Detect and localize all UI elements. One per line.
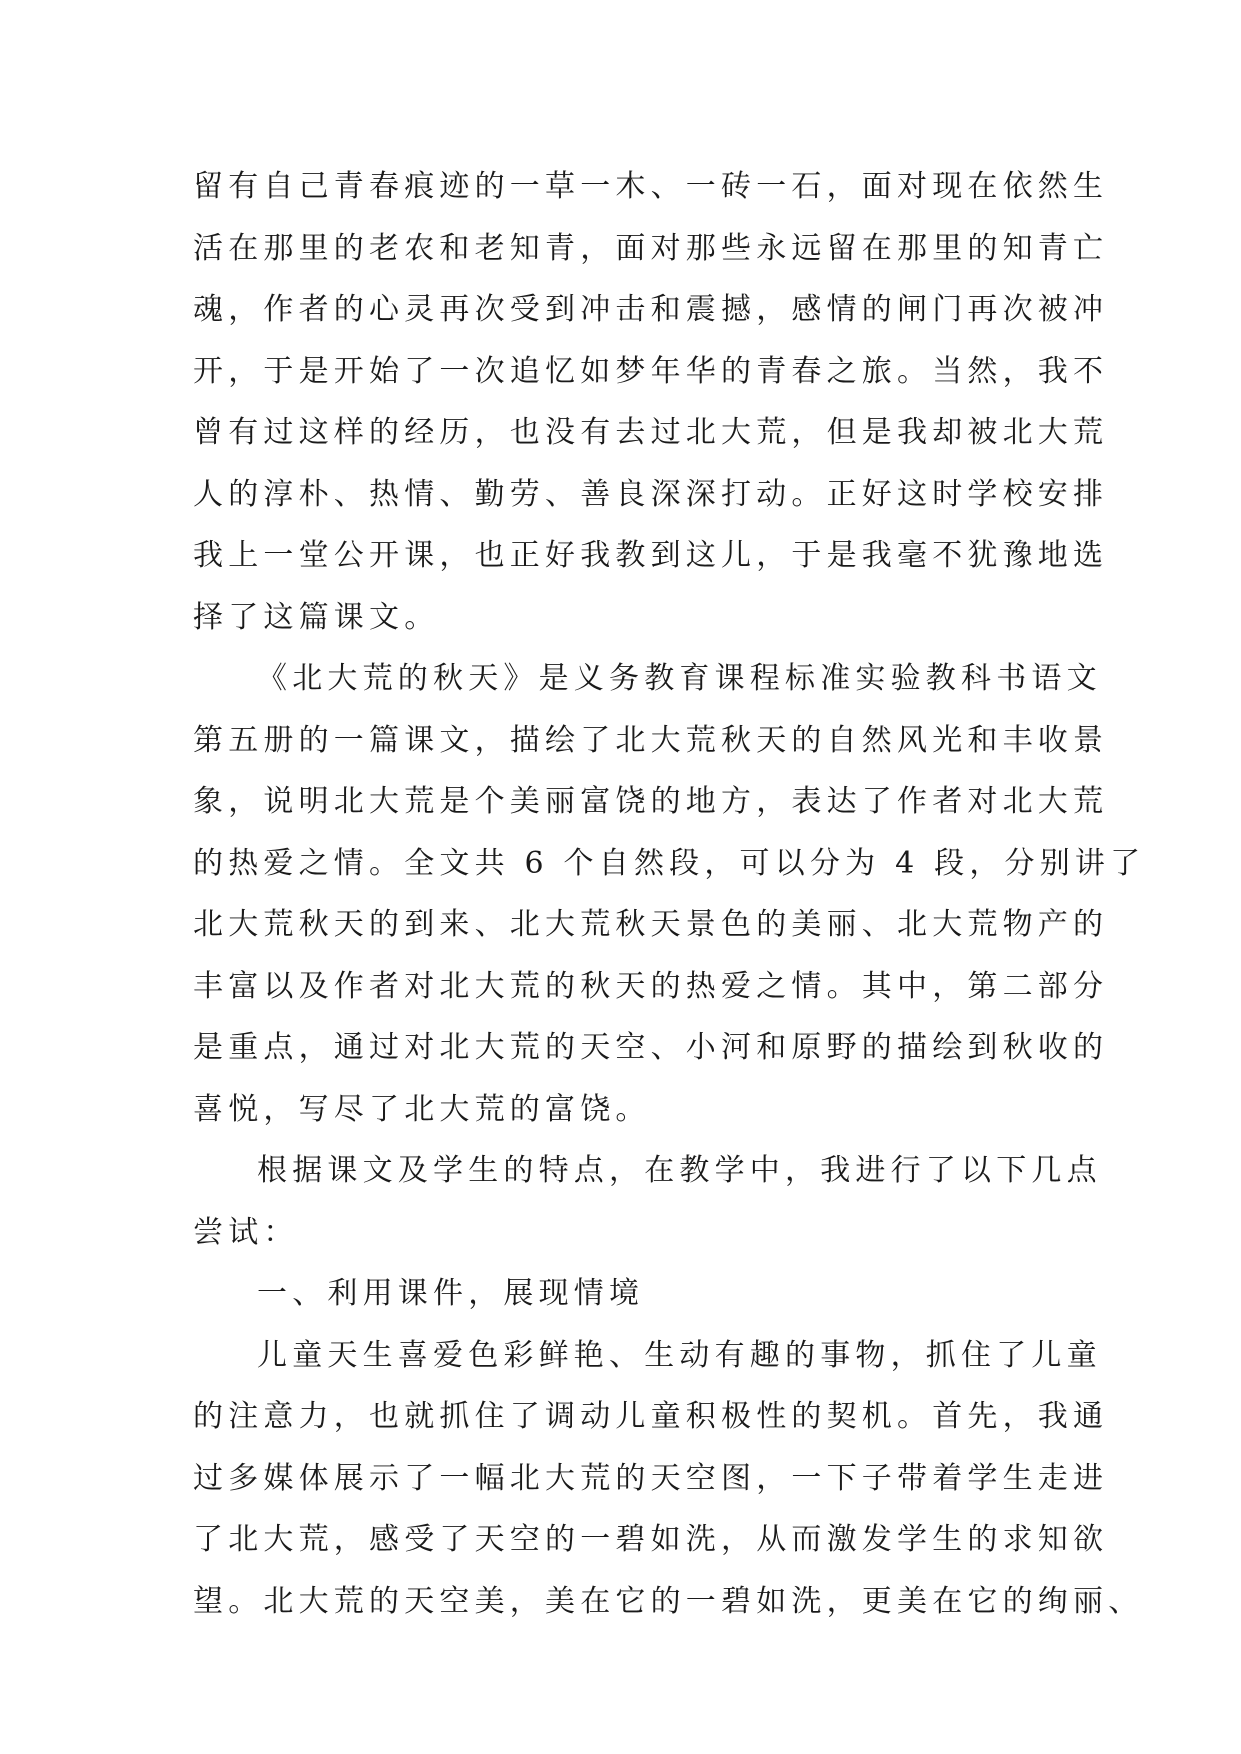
text-line: 象，说明北大荒是个美丽富饶的地方，表达了作者对北大荒 (193, 784, 1109, 819)
text-line: 北大荒秋天的到来、北大荒秋天景色的美丽、北大荒物产的 (193, 907, 1109, 942)
text-line: 根据课文及学生的特点，在教学中，我进行了以下几点 (257, 1153, 1102, 1188)
text-line: 的注意力，也就抓住了调动儿童积极性的契机。首先，我通 (193, 1399, 1109, 1434)
text-line: 喜悦，写尽了北大荒的富饶。 (193, 1091, 651, 1127)
text-line: 尝试： (193, 1214, 299, 1250)
text-line: 望。北大荒的天空美，美在它的一碧如洗，更美在它的绚丽、 (193, 1583, 1144, 1619)
text-line: 留有自己青春痕迹的一草一木、一砖一石，面对现在依然生 (193, 169, 1109, 204)
text-line: 魂，作者的心灵再次受到冲击和震撼，感情的闸门再次被冲 (193, 292, 1109, 327)
text-line: 是重点，通过对北大荒的天空、小河和原野的描绘到秋收的 (193, 1030, 1109, 1065)
text-line: 第五册的一篇课文，描绘了北大荒秋天的自然风光和丰收景 (193, 722, 1109, 758)
document-body (193, 156, 1146, 1632)
text-line: 《北大荒的秋天》是义务教育课程标准实验教科书语文 (257, 661, 1102, 696)
text-line: 开，于是开始了一次追忆如梦年华的青春之旅。当然，我不 (193, 353, 1109, 389)
text-line: 曾有过这样的经历，也没有去过北大荒，但是我却被北大荒 (193, 415, 1109, 450)
text-line: 一、利用课件，展现情境 (257, 1276, 645, 1311)
text-line: 了北大荒，感受了天空的一碧如洗，从而激发学生的求知欲 (193, 1522, 1109, 1557)
text-line: 人的淳朴、热情、勤劳、善良深深打动。正好这时学校安排 (193, 476, 1109, 512)
text-line: 的热爱之情。全文共 6 个自然段，可以分为 4 段，分别讲了 (193, 845, 1146, 881)
text-line: 过多媒体展示了一幅北大荒的天空图，一下子带着学生走进 (193, 1460, 1109, 1496)
text-line: 活在那里的老农和老知青，面对那些永远留在那里的知青亡 (193, 230, 1109, 266)
text-line: 我上一堂公开课，也正好我教到这儿，于是我毫不犹豫地选 (193, 538, 1109, 573)
text-line: 儿童天生喜爱色彩鲜艳、生动有趣的事物，抓住了儿童 (257, 1337, 1102, 1373)
text-line: 择了这篇课文。 (193, 599, 440, 635)
text-line: 丰富以及作者对北大荒的秋天的热爱之情。其中，第二部分 (193, 968, 1109, 1004)
